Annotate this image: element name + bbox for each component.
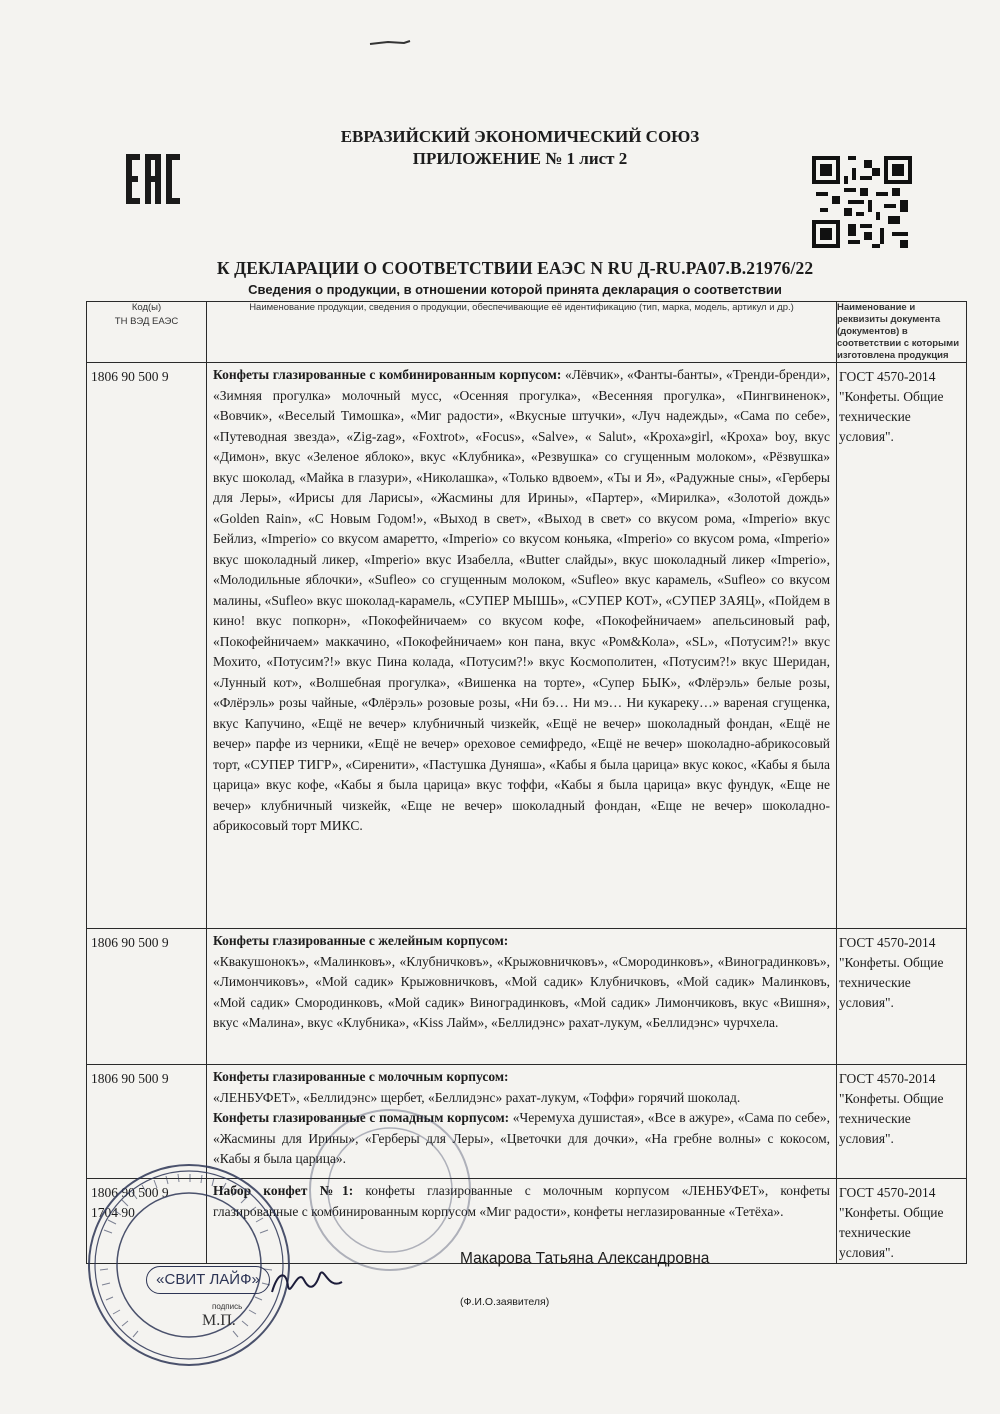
row-title: Конфеты глазированные с молочным корпусом: <box>213 1069 509 1084</box>
table-row <box>87 363 967 929</box>
row-standard: ГОСТ 4570-2014 "Конфеты. Общие технические условия". <box>837 363 967 929</box>
row-text-2: «Черемуха душистая», «Все в ажуре», «Сама по себе», «Жасмины для Ирины», «Герберы для Леры», «Цветочки для дочки», «На гребне волны» с кокосом, «Кабы я была царица». <box>213 1110 831 1166</box>
fio-label: (Ф.И.О.заявителя) <box>460 1296 550 1308</box>
row-code: 1806 90 500 9 <box>87 1065 207 1179</box>
appendix-title: ПРИЛОЖЕНИЕ № 1 лист 2 <box>412 149 628 168</box>
row-title: Конфеты глазированные с желейным корпусом: <box>213 933 509 948</box>
row-code: 1806 90 500 9 1704 90 <box>87 1179 207 1264</box>
row-code: 1806 90 500 9 <box>87 929 207 1065</box>
union-title: ЕВРАЗИЙСКИЙ ЭКОНОМИЧЕСКИЙ СОЮЗ <box>340 127 700 146</box>
row-standard: ГОСТ 4570-2014 "Конфеты. Общие технические условия". <box>837 929 967 1065</box>
company-stamp-icon <box>84 1160 294 1370</box>
table-row <box>87 929 967 1065</box>
row-standard: ГОСТ 4570-2014 "Конфеты. Общие технические условия". <box>837 1065 967 1179</box>
signature-label: подпись <box>212 1302 243 1311</box>
row-text: «ЛЕНБУФЕТ», «Беллидэнс» щербет, «Беллидэнс» рахат-лукум, «Тоффи» горячий шоколад. <box>213 1089 741 1105</box>
scan-mark <box>368 40 412 46</box>
table-header-row <box>87 302 967 363</box>
stamp-company-name: «СВИТ ЛАЙФ» <box>146 1266 270 1294</box>
row-text: «Лёвчик», «Фанты-банты», «Тренди-бренди», «Зимняя прогулка» молочный мусс, «Осенняя прогулка», «Весенняя прогулка», «Пингвиненок», «Вовчик», «Веселый Тимошка», «Миг радости», «Вкусные штучки», «Луч надежды», «Сама по себе», «Путеводная звезда», «Zig-zag», «Foxtrot», «Focus», «Salve», « Salut», «Кроха»girl, «Кроха» boy, вкус «Димон», вкус «Зеленое яблоко», вкус «Клубника», «Резвушка» со сгущенным молоком», «Рёзвушка» вкус шоколад, «Майка в глазури», «Николашка», «Только вдвоем», «Ты и Я», «Радужные сны», «Герберы для Леры», «Ирисы для Ларисы», «Жасмины для Ирины», «Партер», «Мирилка», «Золотой дождь» «Golden Rain», «С Новым Годом!», «Выход в свет», «Выход в свет» со вкусом рома, «Imperio» вкус Бейлиз, «Imperio» со вкусом амаретто, «Imperio» со вкусом коньяка, «Imperio» со вкусом рома, «Imperio» вкус шоколадный ликер, «Imperio» вкус Изабелла, «Butter слайды», вкус шоколадный ликер «Imperio», «Молодильные яблочки», «Sufleo» со сгущенным молоком, «Sufleo» вкус карамель, «Sufleo» со вкусом малины, «Sufleo» вкус шоколад-карамель, «СУПЕР МЫШЬ», «СУПЕР КОТ», «СУПЕР ЗАЯЦ», «Пойдем в кино! вкус попкорн», «Покофейничаем» со вкусом кофе, «Покофейничаем» апельсиновый раф, «Покофейничаем» маккачино, «Покофейничаем» кон пана, вкус «Ром&Кола», «SL», «Потусим?!» вкус Мохито, «Потусим?!» вкус Пина колада, «Потусим?!» вкус Космополитен, «Потусим?!» вкус Шеридан, «Лунный кот», «Волшебная прогулка», «Вишенка на торте», «Супер БЫК», «Флёрэль» белые розы, «Флёрэль» розы чайные, «Флёрэль» розовые розы, «Ни бэ… Ни мэ… Ни кукареку…» вареная сгущенка, вкус Капучино, «Ещё не вечер» клубничный чизкейк, «Ещё не вечер» шоколадный фондан, «Ещё не вечер» парфе из черники, «Ещё не вечер» ореховое семифредо, «Ещё не вечер» шоколадно-абрикосовый торт, «СУПЕР ТИГР», «Сиренити», «Пастушка Дуняша», «Кабы я была царица» вкус кокос, «Кабы я была царица» вкус кофе, «Кабы я была царица» вкус тоффи, «Кабы я была царица» вкус фундук, «Еще не вечер» клубничный чизкейк, «Еще не вечер» шоколадный фондан, «Еще не вечер» шоколадно-абрикосовый торт МИКС. <box>213 367 830 833</box>
row-title: Конфеты глазированные с комбинированным корпусом: <box>213 367 562 382</box>
header-code: Код(ы) ТН ВЭД ЕАЭС <box>87 302 207 363</box>
declaration-title: К ДЕКЛАРАЦИИ О СООТВЕТСТВИИ ЕАЭС N RU Д-RU.PA07.B.21976/22 <box>216 258 814 278</box>
row-title: Набор конфет №1: <box>213 1183 354 1198</box>
seal-label: М.П. <box>202 1312 236 1329</box>
header-standard: Наименование и реквизиты документа (документов) в соответствии с которыми изготовлена продукция <box>837 302 967 363</box>
row-title-2: Конфеты глазированные с помадным корпусом: <box>213 1110 510 1125</box>
signer-name: Макарова Татьяна Александровна <box>460 1250 710 1267</box>
seal-stamp-icon <box>300 1100 480 1280</box>
row-code: 1806 90 500 9 <box>87 363 207 929</box>
declaration-subtitle: Сведения о продукции, в отношении которой принята декларация о соответствии <box>248 282 782 297</box>
row-text: конфеты глазированные с молочным корпусом «ЛЕНБУФЕТ», конфеты глазированные с комбинированным корпусом «Миг радости», конфеты неглазированные «Тетёха». <box>213 1183 830 1219</box>
row-standard: ГОСТ 4570-2014 "Конфеты. Общие технические условия". <box>837 1179 967 1264</box>
row-text: «Квакушонокъ», «Малинковъ», «Клубничковъ», «Крыжовничковъ», «Смородинковъ», «Виноградинковъ», «Лимончиковъ», «Мой садик» Крыжовничковъ, «Мой садик» Клубничковъ, «Мой садик» Малинковъ, «Мой садик» Смородинковъ, «Мой садик» Виноградинковъ, «Мой садик» Лимончиковъ, вкус «Вишня», вкус «Малина», вкус «Клубника», «Kiss Лайм», «Беллидэнс» рахат-лукум, «Беллидэнс» чурчхела. <box>213 953 830 1030</box>
row-product <box>207 929 837 1065</box>
document-header <box>240 126 800 170</box>
row-product <box>207 363 837 929</box>
eac-logo-icon <box>124 152 182 206</box>
products-table <box>86 301 967 1264</box>
qr-code-icon <box>812 156 912 248</box>
header-product: Наименование продукции, сведения о продукции, обеспечивающие её идентификацию (тип, марка, модель, артикул и др.) <box>207 302 837 363</box>
handwritten-signature-icon <box>268 1262 348 1302</box>
